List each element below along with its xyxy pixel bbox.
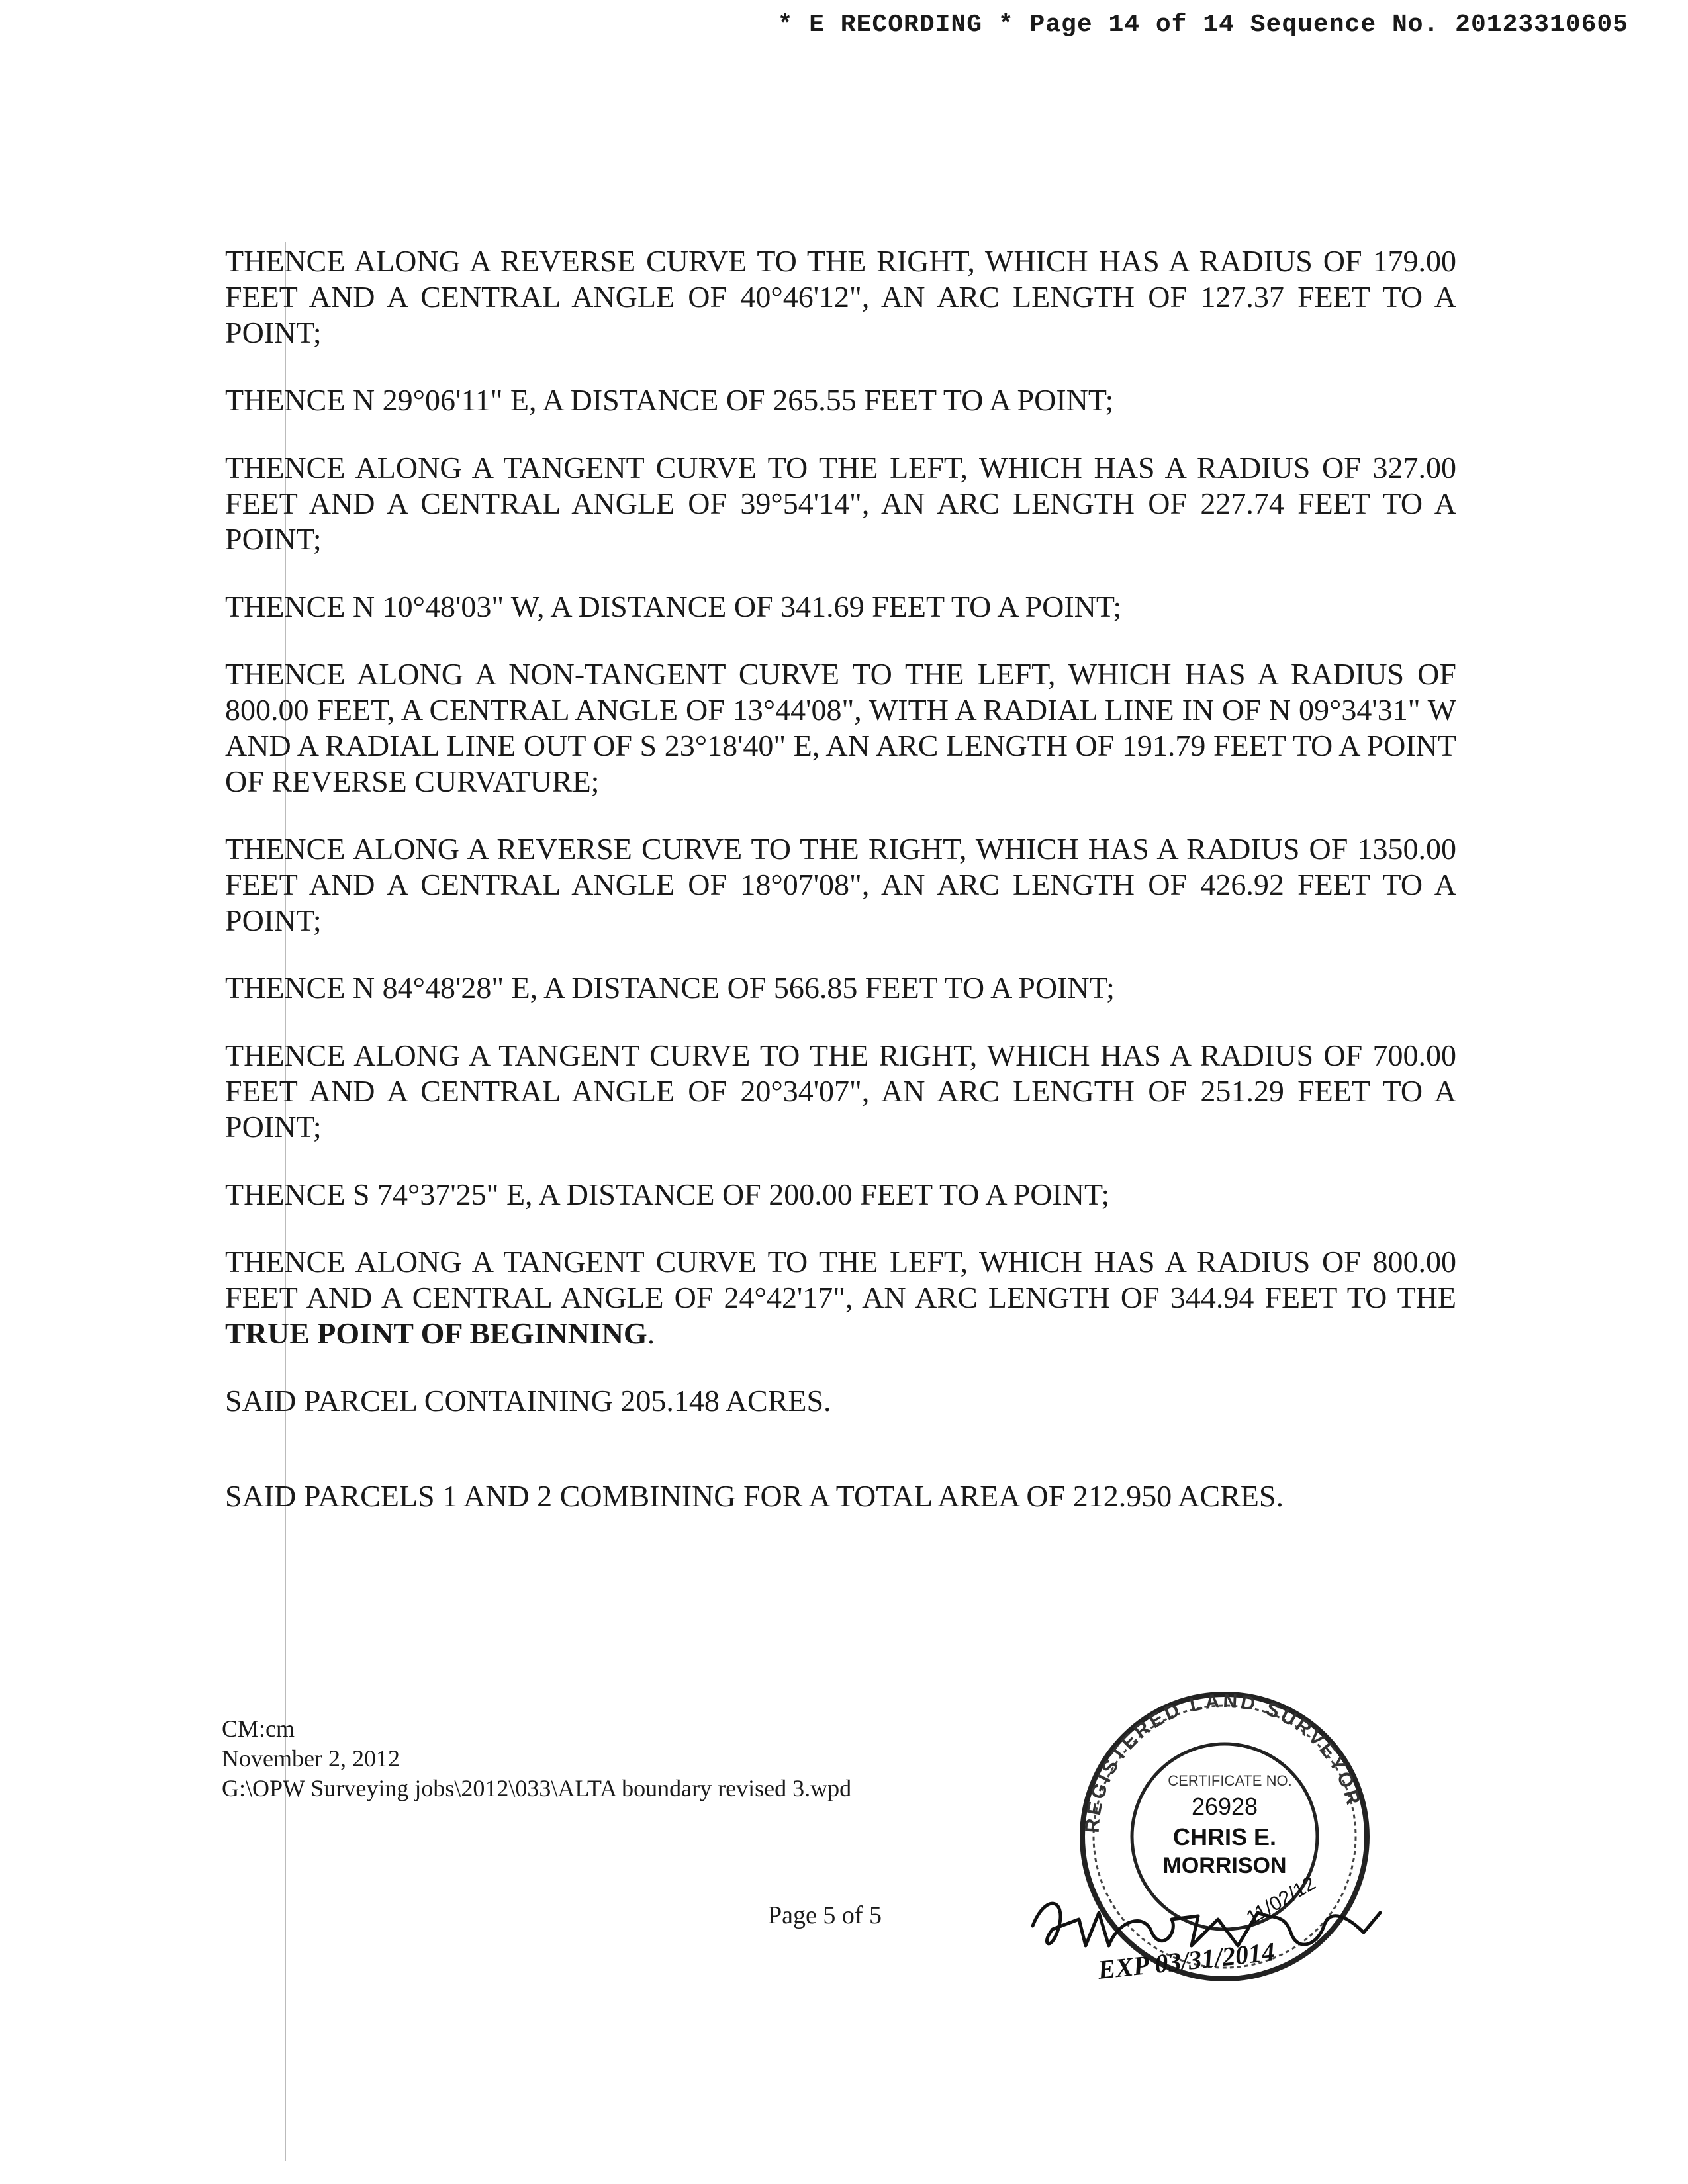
seal-stamp-icon — [1082, 1690, 1367, 1979]
course-paragraph: THENCE ALONG A NON-TANGENT CURVE TO THE LEFT, WHICH HAS A RADIUS OF 800.00 FEET, A CENTRAL ANGLE OF 13°44'08", WITH A RADIAL LINE IN OF N 09°34'31" W AND A RADIAL LINE OUT OF S 23°18'40" E, AN ARC LENGTH OF 191.79 FEET TO A POINT OF REVERSE CURVATURE; — [225, 657, 1456, 798]
seal-expiration: EXP 03/31/2014 — [1096, 1936, 1277, 1985]
seal-certificate-label: CERTIFICATE NO. — [1168, 1772, 1292, 1789]
course-paragraph: THENCE N 10°48'03" W, A DISTANCE OF 341.69 FEET TO A POINT; — [225, 590, 1122, 623]
seal-name-line-1: CHRIS E. — [1172, 1823, 1277, 1850]
seal-certificate-number: 26928 — [1191, 1793, 1258, 1820]
course-paragraph: THENCE S 74°37'25" E, A DISTANCE OF 200.00 FEET TO A POINT; — [225, 1177, 1110, 1211]
surveyor-seal — [1019, 1668, 1390, 1999]
author-initials: CM:cm — [222, 1715, 295, 1742]
recording-header: * E RECORDING * Page 14 of 14 Sequence No. 20123310605 — [777, 11, 1628, 39]
file-path: G:\OPW Surveying jobs\2012\033\ALTA boundary revised 3.wpd — [222, 1775, 852, 1801]
seal-date-signed: 11/02/12 — [1243, 1872, 1320, 1929]
parcel-area-statement: SAID PARCEL CONTAINING 205.148 ACRES. — [225, 1384, 831, 1418]
true-point-of-beginning: TRUE POINT OF BEGINNING — [225, 1316, 647, 1350]
total-area-statement: SAID PARCELS 1 AND 2 COMBINING FOR A TOTAL AREA OF 212.950 ACRES. — [225, 1479, 1284, 1513]
course-paragraph: THENCE ALONG A REVERSE CURVE TO THE RIGHT, WHICH HAS A RADIUS OF 1350.00 FEET AND A CENTRAL ANGLE OF 18°07'08", AN ARC LENGTH OF 426.92 FEET TO A POINT; — [225, 832, 1456, 937]
course-paragraph: THENCE ALONG A TANGENT CURVE TO THE RIGHT, WHICH HAS A RADIUS OF 700.00 FEET AND A CENTRAL ANGLE OF 20°34'07", AN ARC LENGTH OF 251.29 FEET TO A POINT; — [225, 1038, 1456, 1144]
signature-icon — [1033, 1903, 1380, 1946]
seal-arc-text: REGISTERED LAND SURVEYOR — [1081, 1690, 1365, 1834]
course-paragraph: THENCE ALONG A TANGENT CURVE TO THE LEFT, WHICH HAS A RADIUS OF 327.00 FEET AND A CENTRAL ANGLE OF 39°54'14", AN ARC LENGTH OF 227.74 FEET TO A POINT; — [225, 451, 1456, 556]
course-paragraph: THENCE N 29°06'11" E, A DISTANCE OF 265.55 FEET TO A POINT; — [225, 383, 1114, 417]
final-course-paragraph — [225, 1244, 1456, 1351]
page-number: Page 5 of 5 — [768, 1901, 882, 1929]
final-course-text: THENCE ALONG A TANGENT CURVE TO THE LEFT, WHICH HAS A RADIUS OF 800.00 FEET AND A CENTRAL ANGLE OF 24°42'17", AN ARC LENGTH OF 344.94 FEET TO THE — [225, 1245, 1456, 1314]
document-footer — [222, 1714, 851, 1803]
course-paragraph: THENCE ALONG A REVERSE CURVE TO THE RIGHT, WHICH HAS A RADIUS OF 179.00 FEET AND A CENTRAL ANGLE OF 40°46'12", AN ARC LENGTH OF 127.37 FEET TO A POINT; — [225, 244, 1456, 349]
course-paragraph: THENCE N 84°48'28" E, A DISTANCE OF 566.85 FEET TO A POINT; — [225, 971, 1115, 1005]
seal-name-line-2: MORRISON — [1162, 1853, 1287, 1878]
document-date: November 2, 2012 — [222, 1745, 400, 1772]
final-course-end: . — [647, 1316, 655, 1350]
legal-description — [225, 244, 1456, 1546]
